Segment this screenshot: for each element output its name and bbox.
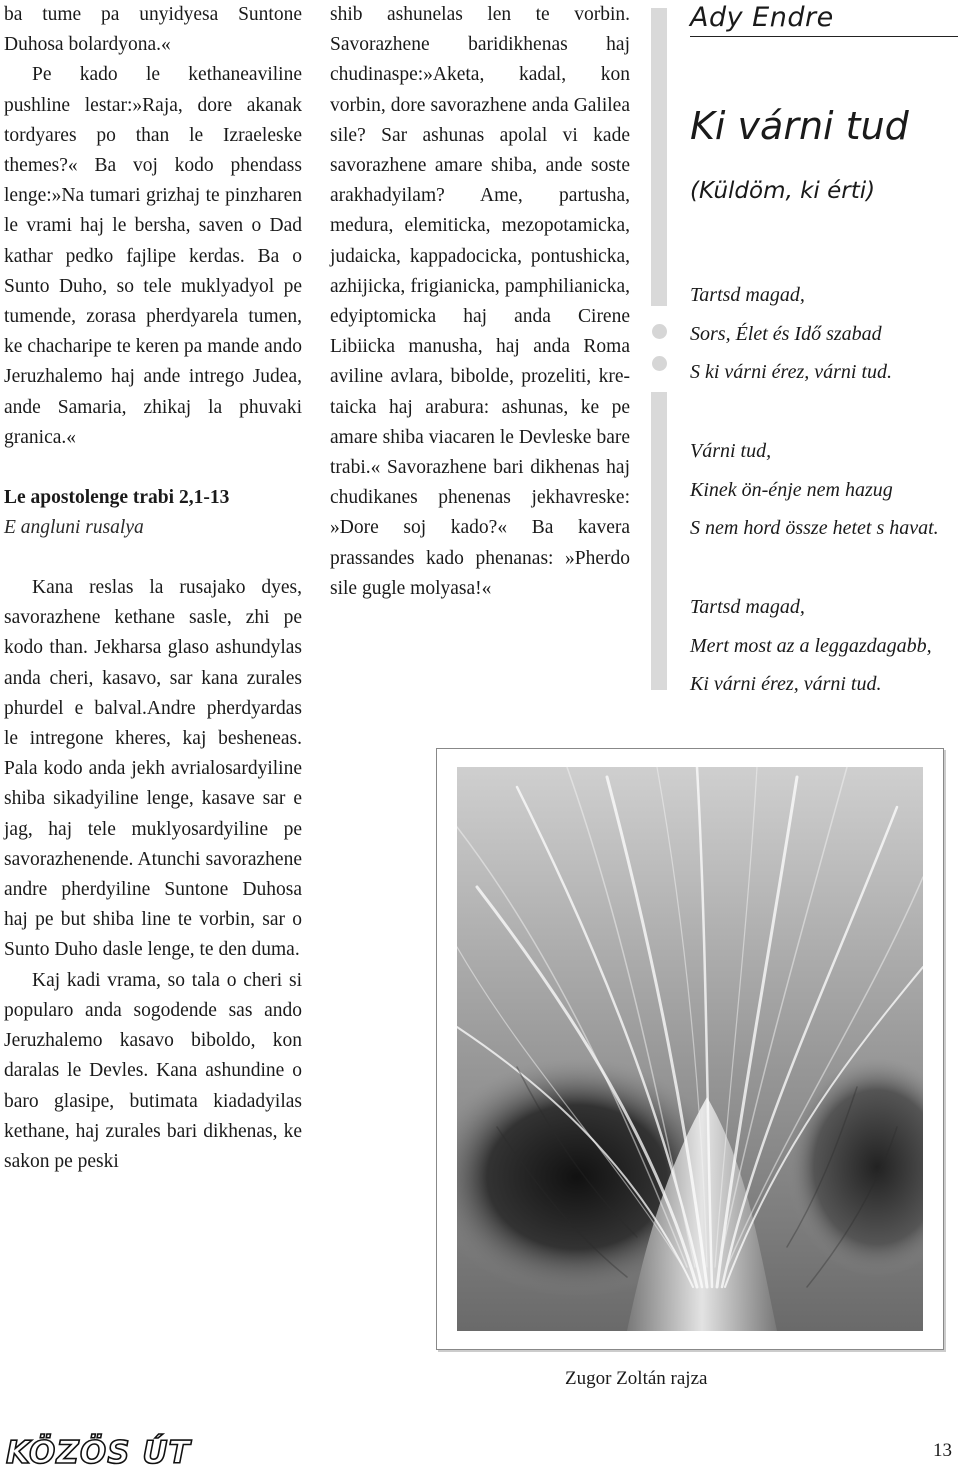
section-heading: Le apostolenge trabi 2,1-13 [4, 487, 230, 509]
poem-line: Várni tud, [690, 440, 772, 462]
poem-line: Ki várni érez, várni tud. [690, 673, 882, 695]
paragraph: Pe kado le kethaneaviline pushline lestar:»Raja, dore akanak tordyares po than le Izraeleske themes?« Ba voj kodo phendass lenge:»Na tumari grizhaj te pinzharen le vrami haj le bersha, saven o Dad kathar pedko fajlipe kerdas. Ba o Sunto Duho, so tele muklyadyol pe tumende, zorasa pherdyarela tumen, ke chacharipe te keren pa mande ando Jeruzhalemo haj ande intrego Judea, ande Samaria, zhikaj la phuvaki granica.« [4, 64, 302, 448]
poem-line: Mert most az a leggazdagabb, [690, 634, 932, 657]
divider-bar [651, 8, 667, 306]
poem-line: Tartsd magad, [690, 284, 805, 306]
illustration-caption: Zugor Zoltán rajza [565, 1368, 708, 1389]
divider-dot [652, 324, 667, 339]
magazine-logo-text: KÖZÖS ÚT [6, 1435, 191, 1469]
poem-line: Kinek ön-énje nem hazug [690, 478, 893, 501]
article-column-left [4, 0, 302, 1177]
magazine-logo [4, 1433, 204, 1469]
pencil-drawing-image [457, 767, 923, 1331]
poem-title: Ki várni tud [690, 104, 909, 148]
divider-bar [651, 392, 667, 690]
divider-dot [652, 356, 667, 371]
poem-stanza [690, 588, 932, 704]
illustration-frame [436, 748, 944, 1350]
page-number: 13 [933, 1440, 952, 1461]
paragraph: Kana reslas la rusajako dyes, savorazhene kethane sasle, zhi pe kodo than. Jekharsa glaso ashundylas anda cheri, kasavo, sar kana zurales phurdel e balval.Andre pherdyardas le intregone kheres, kaj besheneas. Pala kodo anda jekh avrialosardyiline shiba sikadyiline lenge, kasave sar e jag, haj tele muklyosardyiline pe savorazhenende. Atunchi savorazhene andre pherdyiline Suntone Duhosa haj pe but shiba line te vorbin, sar o Sunto Duho dasle lenge, te den duma. [4, 577, 302, 961]
poem-subtitle: (Küldöm, ki érti) [690, 178, 876, 204]
paragraph: Kaj kadi vrama, so tala o cheri si popularo anda sogodende sas ando Jeruzhalemo kasavo biboldo, kon daralas le Devles. Kana ashundine o baro glasipe, butimata kiadadyilas kethane, haj zurales bari dikhenas, ke sakon pe peski [4, 969, 302, 1172]
poem-stanza [690, 276, 892, 392]
poem-line: S nem hord össze hetet s havat. [690, 517, 939, 539]
article-column-middle [330, 0, 630, 604]
paragraph: shib ashunelas len te vorbin. Savorazhene baridikhenas haj chudinaspe:»Aketa, kadal, kon vorbin, dore savorazhene anda Galilea sile? Sar ashunas apolal vi kade savorazhene amare shiba, ande soste arakhadyilam? Ame, partusha, medura, elemiticka, mezopotamicka, judaicka, kappadocicka, pontushicka, azhijicka, frigianicka, pamphilianicka, edyiptomicka haj anda Cirene Libiicka manusha, haj anda Roma aviline avlara, bibolde, prozeliti, kretaicka haj arabura: ashunas, ke pe amare shiba viacaren le Devleske bare trabi.« Savorazhene bari dikhenas haj chudikanes phenenas jekhavreske: »Dore soj kado?« Ba kavera prassandes kado phenanas: »Pherdo sile gugle molyasa!« [330, 4, 630, 599]
poem-author: Ady Endre [690, 2, 834, 33]
poem-line: S ki várni érez, várni tud. [690, 361, 893, 383]
author-underline [690, 36, 958, 37]
section-subheading: E angluni rusalya [4, 517, 144, 539]
paragraph: ba tume pa unyidyesa Suntone Duhosa bolardyona.« [4, 4, 302, 56]
poem-line: Tartsd magad, [690, 596, 805, 618]
poem-line: Sors, Élet és Idő szabad [690, 322, 882, 345]
poem-stanza [690, 432, 939, 548]
